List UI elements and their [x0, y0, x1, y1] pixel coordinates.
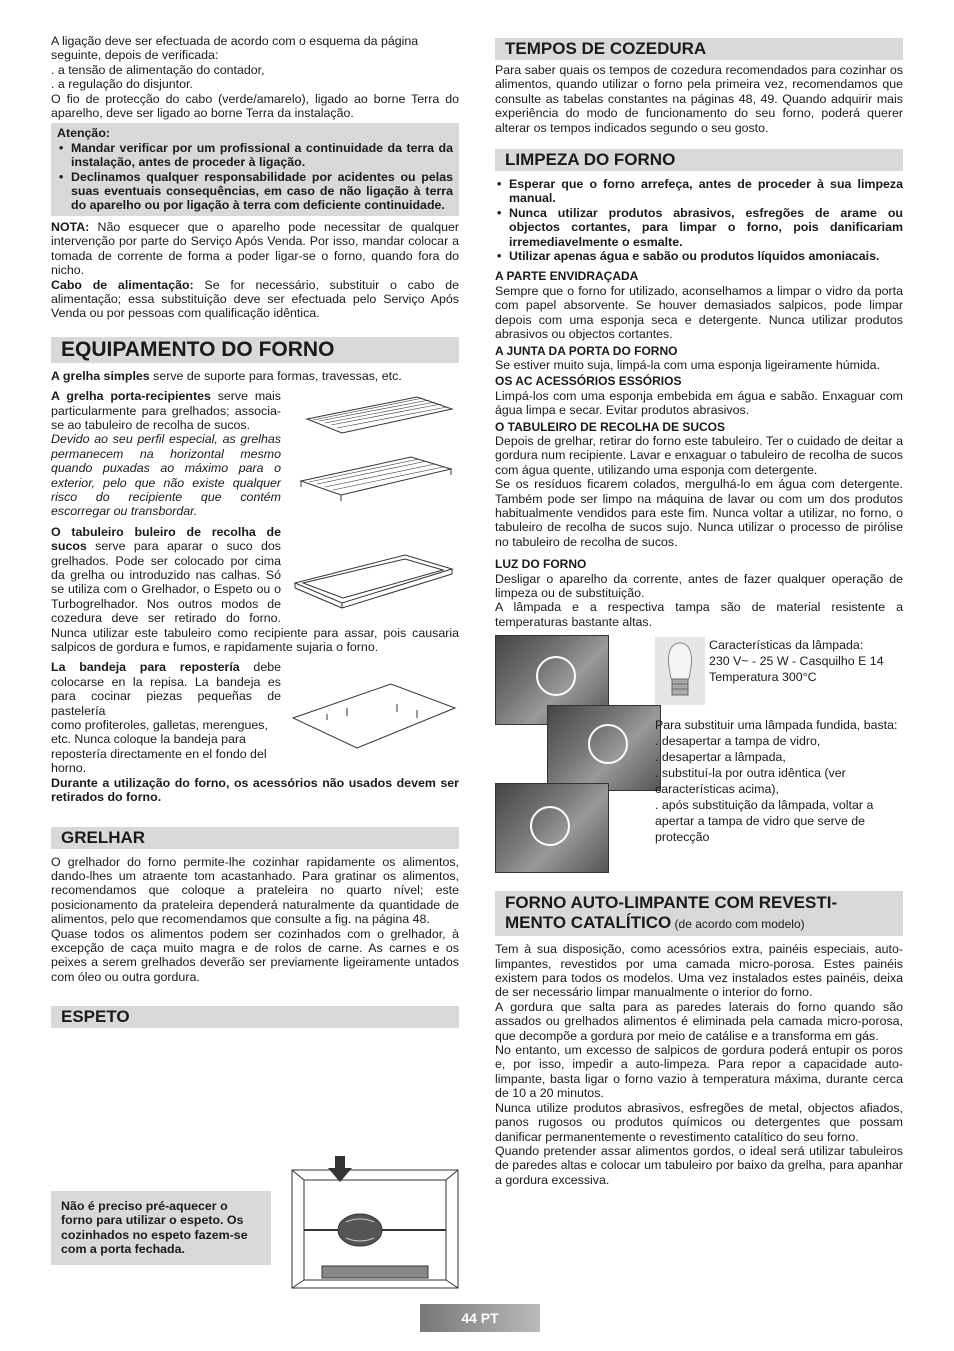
limpeza-item: • Esperar que o forno arrefeça, antes de proceder à sua limpeza manual. [495, 177, 903, 206]
lamp-step: . após substituição da lâmpada, voltar a apertar a tampa de vidro que serve de protecção [655, 798, 874, 845]
lamp-photo-3 [495, 783, 609, 873]
sub-heading: OS AC ACESSÓRIOS ESSÓRIOS [495, 374, 682, 389]
durante-note: Durante a utilização do forno, os acessórios não usados devem ser retirados do forno. [51, 775, 459, 805]
auto-text: Quando pretender assar alimentos gordos, o ideal será utilizar tabuleiros de paredes altas e colocar um tabuleiro por baixo da grelha, para apanhar a gordura excessiva. [495, 1143, 903, 1187]
lamp-spec-line: 230 V~ - 25 W - Casquilho E 14 [709, 654, 884, 669]
page-number: 44 PT [420, 1304, 540, 1332]
sub-heading: A JUNTA DA PORTA DO FORNO [495, 343, 678, 358]
grelha-simples [51, 369, 459, 383]
auto-text: Tem à sua disposição, como acessórios extra, painéis especiais, auto-limpantes, revestidos por uma camada micro-porosa. Estes painéis existem para todos os modelos. Uma vez instalados estes painéis, deixa de ser necessário limpar manualmente o interior do forno. [495, 942, 903, 1000]
sub-text: Sempre que o forno for utilizado, aconselhamos a limpar o vidro da porta com papel absorvente. Se houver demasiados salpicos, pode limpar depois com uma esponja seca e detergente. Nunca utilizar produtos abrasivos ou objectos cortantes. [495, 283, 903, 342]
attention-box [51, 123, 459, 215]
grelhar-text-2: Quase todos os alimentos podem ser cozinhados com o grelhador, à excepção de caça muito magra e de rolos de carne. As carnes e os peixes a serem grelhados deverão ser previamente ligeiramente untados com óleo ou outra gordura. [51, 926, 459, 984]
intro-line-4: O fio de protecção do cabo (verde/amarelo), ligado ao borne Terra do aparelho, deve ser ligado ao borne Terra da instalação. [51, 91, 459, 121]
lamp-photo-2 [547, 705, 661, 791]
attention-title: Atenção: [57, 126, 111, 141]
sub-text: Desligar o aparelho da corrente, antes de fazer qualquer operação de limpeza ou de substituição. [495, 571, 903, 600]
lamp-step: Para substituir uma lâmpada fundida, basta: [655, 718, 898, 733]
rack-illustration [287, 389, 459, 509]
grelha-porta-label: A grelha porta-recipientes [51, 389, 211, 404]
sub-heading: A PARTE ENVIDRAÇADA [495, 269, 639, 284]
pastry-tray-illustration [287, 678, 459, 758]
intro-line-1: A ligação deve ser efectuada de acordo com o esquema da página seguinte, depois de verificada: [51, 34, 419, 63]
tempos-text: Para saber quais os tempos de cozedura recomendados para cozinhar os alimentos, quando utilizar o forno pela primeira vez, recomendamos que consulte as tabelas constantes na páginas 48, 49. Quando adquirir mais experiência do modo de funcionamento do seu forno, poderá querer alterar os tempos indicados segundo o seu gosto. [495, 63, 903, 135]
cabo-paragraph [51, 278, 459, 321]
nota-text: Não esquecer que o aparelho pode necessitar de qualquer intervenção por parte do Serviço Após Venda. Por isso, mandar colocar a tomada de corrente de forma a poder ligar-se o forno, quando fora do nicho. [51, 219, 459, 278]
lamp-step: . desapertar a lâmpada, [655, 750, 786, 765]
lamp-spec-line: Temperatura 300°C [709, 670, 817, 685]
sub-text: Depois de grelhar, retirar do forno este tabuleiro. Ter o cuidado de deitar a gordura num recipiente. Lavar e enxaguar o tabuleiro de recolha de sucos com água quente, utilizando uma esponja com detergente. [495, 433, 903, 477]
bulb-icon [655, 637, 705, 705]
auto-title-small: (de acordo com modelo) [671, 917, 805, 932]
nota-label: NOTA: [51, 219, 90, 234]
sub-heading: O TABULEIRO DE RECOLHA DE SUCOS [495, 419, 726, 434]
espeto-note-box: Não é preciso pré-aquecer o forno para utilizar o espeto. Os cozinhados no espeto fazem-se com a porta fechada. [51, 1191, 271, 1265]
right-column [495, 38, 903, 1187]
sub-text: Se os resíduos ficarem colados, mergulhá-lo em água com detergente. Também pode ser limpo na máquina de lavar ou com um dos produtos habitualmente vendidos para este fim. Nunca voltar a utilizar, no forno, o tabuleiro de recolha de sucos sujo. Nunca utilizar o processo de pirólise no tabuleiro de recolha de sucos. [495, 477, 903, 549]
espeto-heading: ESPETO [51, 1006, 459, 1028]
lamp-section [495, 635, 903, 875]
auto-text: No entanto, um excesso de salpicos de gordura poderá entupir os poros e, por isso, impedir a auto-limpeza. Para repor a capacidade auto-limpante, basta ligar o forno vazio à temperatura máxima, durante cerca de 10 a 20 minutos. [495, 1043, 903, 1101]
lamp-step: . substituí-la por outra idêntica (ver características acima), [655, 766, 846, 797]
tempos-heading: TEMPOS DE COZEDURA [495, 38, 903, 60]
sub-text: Limpá-los com uma esponja embebida em água e sabão. Enxaguar com água limpa e secar. Evitar produtos abrasivos. [495, 388, 903, 418]
lamp-spec-line: Características da lâmpada: [709, 638, 864, 653]
lamp-specs [709, 637, 909, 685]
grelha-simples-label: A grelha simples [51, 368, 150, 383]
intro-line-3: . a regulação do disjuntor. [51, 77, 193, 92]
drip-tray-illustration [287, 541, 459, 621]
bandeja-label: La bandeja para repostería [51, 660, 240, 675]
equip-heading: EQUIPAMENTO DO FORNO [51, 337, 459, 363]
accessories-block [51, 389, 459, 776]
sub-text: A lâmpada e a respectiva tampa são de material resistente a temperaturas bastante altas. [495, 600, 903, 629]
sub-heading: LUZ DO FORNO [495, 557, 587, 572]
limpeza-item: • Utilizar apenas água e sabão ou produtos líquidos amoniacais. [495, 249, 903, 263]
intro-line-2: . a tensão de alimentação do contador, [51, 62, 265, 77]
lamp-steps [655, 717, 905, 845]
bandeja-text: debe colocarse en la repisa. La bandeja es para cocinar piezas pequeñas de pastelería [51, 660, 281, 718]
lamp-step: . desapertar a tampa de vidro, [655, 734, 821, 749]
auto-text: Nunca utilize produtos abrasivos, esfregões de metal, objectos afiados, panos rugosos ou produtos químicos ou detergentes que possam danificar permanentemente o revestimento catalítico do seu forno. [495, 1100, 903, 1144]
grelhar-heading: GRELHAR [51, 827, 459, 849]
attention-item: • Mandar verificar por um profissional a continuidade da terra da instalação, antes de proceder à ligação. [57, 141, 453, 170]
grelha-porta-italic: Devido ao seu perfil especial, as grelhas permanecem na horizontal mesmo quando puxadas ao máximo para o exterior, pelo que não existe qualquer risco do recipiente que contém escorregar ou transbordar. [51, 432, 281, 519]
spit-illustration [290, 1156, 460, 1290]
cabo-text: Se for necessário, substituir o cabo de alimentação; essa substituição deve ser efectuada pelo Serviço Após Venda ou por pessoas com qualificação idêntica. [51, 277, 460, 321]
grelha-simples-text: serve de suporte para formas, travessas, etc. [149, 368, 402, 383]
tabuleiro-text: serve para aparar o suco dos grelhados. Pode ser colocado por cima da grelha ou introduzido nas calhas. Só se utiliza com o Grelhador, o Espeto ou o Turbogrelhador. Nos outros modos de cozedura deve ser retirado do forno. Nunca utilizar este tabuleiro como recipiente para assar, pois causaria salpicos de gordura e fumos, e rapidamente sujaria o forno. [51, 539, 459, 655]
nota-paragraph [51, 220, 459, 278]
grelha-porta-text: serve mais particularmente para grelhados; associa-se ao tabuleiro de recolha de sucos. [51, 389, 281, 432]
limpeza-heading: LIMPEZA DO FORNO [495, 149, 903, 171]
left-column [51, 34, 459, 1034]
bandeja-text-2: como profiteroles, galletas, merengues, etc. Nunca coloque la bandeja para repostería directamente en el fondo del horno. [51, 718, 268, 776]
sub-text: Se estiver muito suja, limpá-la com uma esponja ligeiramente húmida. [495, 357, 880, 372]
limpeza-list [495, 177, 903, 263]
auto-title: FORNO AUTO-LIMPANTE COM REVESTI-MENTO CATALÍTICO [505, 893, 838, 933]
auto-heading [495, 891, 903, 936]
grelhar-text-1: O grelhador do forno permite-lhe cozinhar rapidamente os alimentos, dando-lhes um atraente tom acastanhado. Para gratinar os alimentos, recomendamos que coloque a prateleira no quarto nível; este posicionamento da prateleira dependerá naturalmente da quantidade de alimentos, pelo que recomendamos que consulte a fig. na página 48. [51, 854, 459, 927]
auto-text: A gordura que salta para as paredes laterais do forno quando são assados ou grelhados alimentos é eliminada pela camada micro-porosa, que decompõe a gordura por meio de catálise e a transforma em gás. [495, 999, 903, 1043]
limpeza-item: • Nunca utilizar produtos abrasivos, esfregões de arame ou objectos cortantes, para limpar o forno, pois danificariam irremediavelmente o esmalte. [495, 206, 903, 249]
cabo-label: Cabo de alimentação: [51, 277, 194, 292]
attention-item: • Declinamos qualquer responsabilidade por acidentes ou pelas suas eventuais consequências, em caso de não ligação à terra do aparelho ou por ligação à terra com deficiente continuidade. [57, 170, 453, 213]
tabuleiro-label: O tabuleiro buleiro de recolha de sucos [51, 524, 281, 554]
